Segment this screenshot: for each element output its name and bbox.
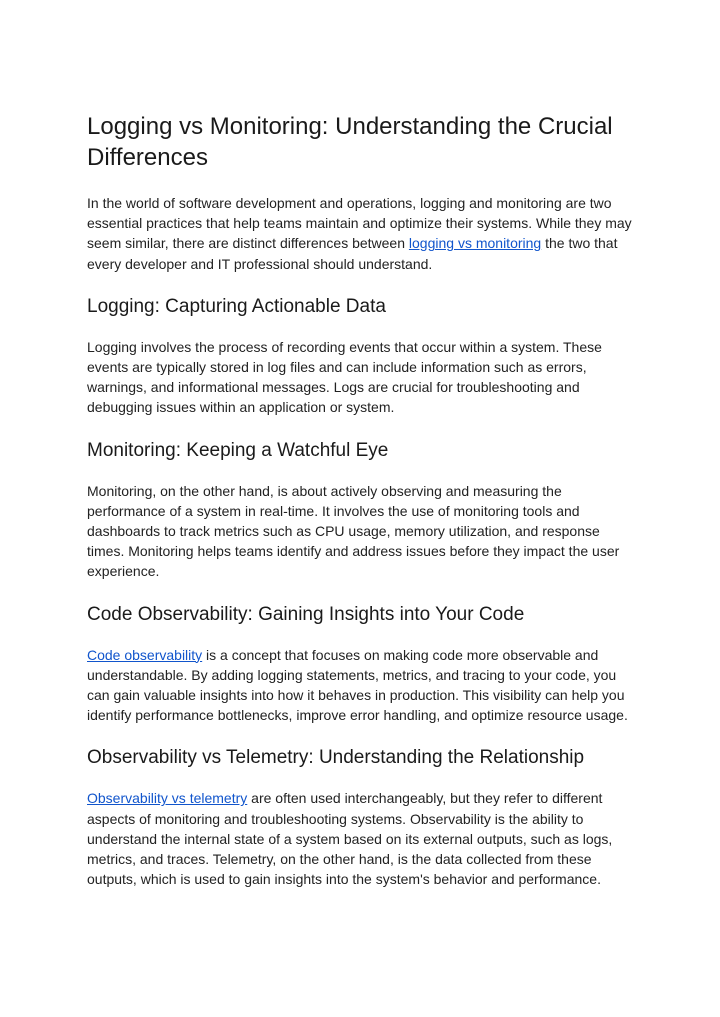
code-observability-link[interactable]: Code observability bbox=[87, 646, 203, 663]
section-body-logging: Logging involves the process of recording events that occur within a system. These events are typically stored in log files and can include information such as errors, warnings, and informational messages. Logs are crucial for troubleshooting and debugging issues within an application or system. bbox=[87, 338, 602, 416]
page-title: Logging vs Monitoring: Understanding the Crucial Differences bbox=[87, 113, 613, 171]
intro-text-after: the two that every developer and IT professional should understand. bbox=[87, 235, 618, 272]
section-heading-logging: Logging: Capturing Actionable Data bbox=[87, 295, 386, 317]
section-body-observability-telemetry bbox=[87, 788, 635, 889]
intro-text-before: In the world of software development and operations, logging and monitoring are two essential practices that help teams maintain and optimize their systems. While they may seem similar, there are distinct differences between bbox=[87, 195, 632, 252]
logging-vs-monitoring-link[interactable]: logging vs monitoring bbox=[408, 235, 542, 252]
section-heading-code-observability: Code Observability: Gaining Insights into Your Code bbox=[87, 603, 525, 625]
document-page bbox=[87, 111, 635, 910]
observability-vs-telemetry-link[interactable]: Observability vs telemetry bbox=[87, 790, 248, 807]
section-body-monitoring: Monitoring, on the other hand, is about actively observing and measuring the performance of a system in real-time. It involves the use of monitoring tools and dashboards to track metrics such as CPU usage, memory utilization, and response times. Monitoring helps teams identify and address issues before they impact the user experience. bbox=[87, 482, 620, 580]
section-body-code-observability bbox=[87, 645, 635, 726]
section-heading-monitoring: Monitoring: Keeping a Watchful Eye bbox=[87, 439, 389, 461]
observability-telemetry-text: are often used interchangeably, but they refer to different aspects of monitoring and troubleshooting systems. Observability is the ability to understand the internal state of a system based on its external outputs, such as logs, metrics, and traces. Telemetry, on the other hand, is the data collected from these outputs, which is used to gain insights into the system's behavior and performance. bbox=[87, 790, 613, 888]
intro-paragraph bbox=[87, 193, 635, 274]
section-heading-observability-telemetry: Observability vs Telemetry: Understanding the Relationship bbox=[87, 747, 585, 769]
code-observability-text: is a concept that focuses on making code more observable and understandable. By adding logging statements, metrics, and tracing to your code, you can gain valuable insights into how it behaves in production. This visibility can help you identify performance bottlenecks, improve error handling, and optimize resource usage. bbox=[87, 646, 628, 724]
